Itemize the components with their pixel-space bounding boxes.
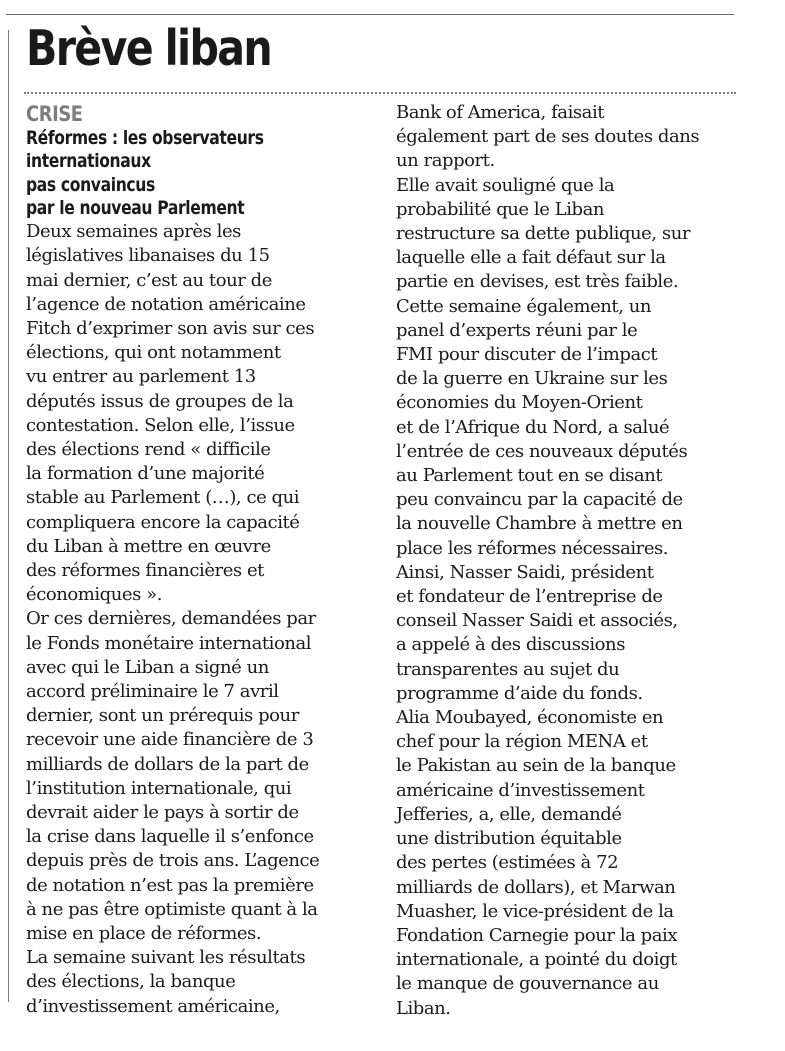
text-line: des élections, la banque (26, 971, 236, 993)
headline-line: internationaux (26, 150, 151, 173)
text-line: transparentes au sujet du (396, 658, 620, 680)
text-line: mai dernier, c’est au tour de (26, 269, 272, 291)
text-line: Alia Moubayed, économiste en (396, 707, 664, 729)
text-line: élections, qui ont notamment (26, 342, 281, 364)
text-line: Deux semaines après les (26, 221, 241, 243)
text-line: le Pakistan au sein de la banque (396, 755, 676, 777)
text-line: économiques ». (26, 584, 162, 606)
text-line: Cette semaine également, un (396, 295, 652, 317)
text-line: américaine d’investissement (396, 779, 645, 801)
headline-line: Réformes : les observateurs (26, 127, 264, 149)
text-line: chef pour la région MENA et (396, 731, 648, 753)
top-rule (6, 14, 734, 15)
text-line: internationale, a pointé du doigt (396, 949, 677, 971)
text-line: législatives libanaises du 15 (26, 245, 270, 267)
left-column-rule (8, 30, 9, 1002)
text-line: place les réformes nécessaires. (396, 537, 669, 559)
section-kicker: CRISE (26, 102, 83, 126)
text-line: la nouvelle Chambre à mettre en (396, 513, 683, 535)
text-line: laquelle elle a fait défaut sur la (396, 247, 666, 269)
section-title: Brève liban (26, 20, 271, 77)
text-line: programme d’aide du fonds. (396, 682, 643, 704)
text-line: contestation. Selon elle, l’issue (26, 414, 295, 436)
text-line: vu entrer au parlement 13 (26, 366, 256, 388)
text-line: restructure sa dette publique, sur (396, 223, 691, 245)
text-line: stable au Parlement (…), ce qui (26, 487, 300, 509)
article-headline (26, 127, 371, 220)
text-line: compliquera encore la capacité (26, 511, 300, 533)
text-line: accord préliminaire le 7 avril (26, 681, 279, 703)
article-body-right (396, 101, 741, 1021)
text-line: de notation n’est pas la première (26, 874, 314, 896)
text-line: Fondation Carnegie pour la paix (396, 924, 678, 946)
text-line: le Fonds monétaire international (26, 632, 312, 654)
dotted-separator (24, 92, 736, 94)
text-line: devrait aider le pays à sortir de (26, 802, 299, 824)
text-line: au Parlement tout en se disant (396, 465, 663, 487)
text-line: Or ces dernières, demandées par (26, 608, 316, 630)
text-line: FMI pour discuter de l’impact (396, 344, 658, 366)
text-line: économies du Moyen-Orient (396, 392, 643, 414)
text-line: députés issus de groupes de la (26, 390, 294, 412)
text-line: conseil Nasser Saidi et associés, (396, 610, 678, 632)
text-line: Muasher, le vice-président de la (396, 900, 674, 922)
text-line: milliards de dollars de la part de (26, 753, 309, 775)
text-line: du Liban à mettre en œuvre (26, 535, 271, 557)
text-line: des élections rend « difficile (26, 439, 271, 461)
text-line: Fitch d’exprimer son avis sur ces (26, 318, 315, 339)
text-line: le manque de gouvernance au (396, 973, 659, 995)
text-line: Ainsi, Nasser Saidi, président (396, 561, 654, 583)
text-line: et fondateur de l’entreprise de (396, 586, 663, 608)
text-line: milliards de dollars), et Marwan (396, 876, 676, 898)
text-line: mise en place de réformes. (26, 923, 262, 945)
article-column-right (396, 101, 741, 1021)
text-line: peu convaincu par la capacité de (396, 489, 683, 511)
text-line: La semaine suivant les résultats (26, 947, 306, 969)
text-line: de la guerre en Ukraine sur les (396, 368, 668, 390)
headline-line: par le nouveau Parlement (26, 196, 245, 219)
text-line: des pertes (estimées à 72 (396, 852, 619, 874)
text-line: l’agence de notation américaine (26, 293, 306, 315)
text-line: dernier, sont un prérequis pour (26, 705, 299, 727)
text-line: a appelé à des discussions (396, 634, 625, 656)
article-column-left (26, 101, 371, 1019)
text-line: également part de ses doutes dans (396, 126, 700, 148)
headline-line: pas convaincus (26, 173, 155, 196)
text-line: panel d’experts réuni par le (396, 319, 638, 341)
text-line: un rapport. (396, 150, 495, 172)
text-line: l’institution internationale, qui (26, 777, 292, 799)
text-line: et de l’Afrique du Nord, a salué (396, 416, 670, 438)
text-line: partie en devises, est très faible. (396, 271, 679, 293)
article-body-left (26, 220, 371, 1019)
text-line: depuis près de trois ans. L’agence (26, 850, 320, 872)
text-line: d’investissement américaine, (26, 995, 280, 1017)
text-line: probabilité que le Liban (396, 198, 604, 220)
text-line: l’entrée de ces nouveaux députés (396, 440, 688, 462)
text-line: avec qui le Liban a signé un (26, 656, 269, 678)
text-line: la formation d’une majorité (26, 463, 265, 485)
text-line: une distribution équitable (396, 828, 622, 850)
text-line: des réformes financières et (26, 560, 264, 582)
text-line: Elle avait souligné que la (396, 174, 615, 196)
text-line: recevoir une aide financière de 3 (26, 729, 314, 751)
text-line: Bank of America, faisait (396, 102, 605, 123)
text-line: la crise dans laquelle il s’enfonce (26, 826, 314, 848)
text-line: Liban. (396, 997, 451, 1019)
text-line: Jefferies, a, elle, demandé (396, 803, 622, 825)
text-line: à ne pas être optimiste quant à la (26, 898, 318, 920)
